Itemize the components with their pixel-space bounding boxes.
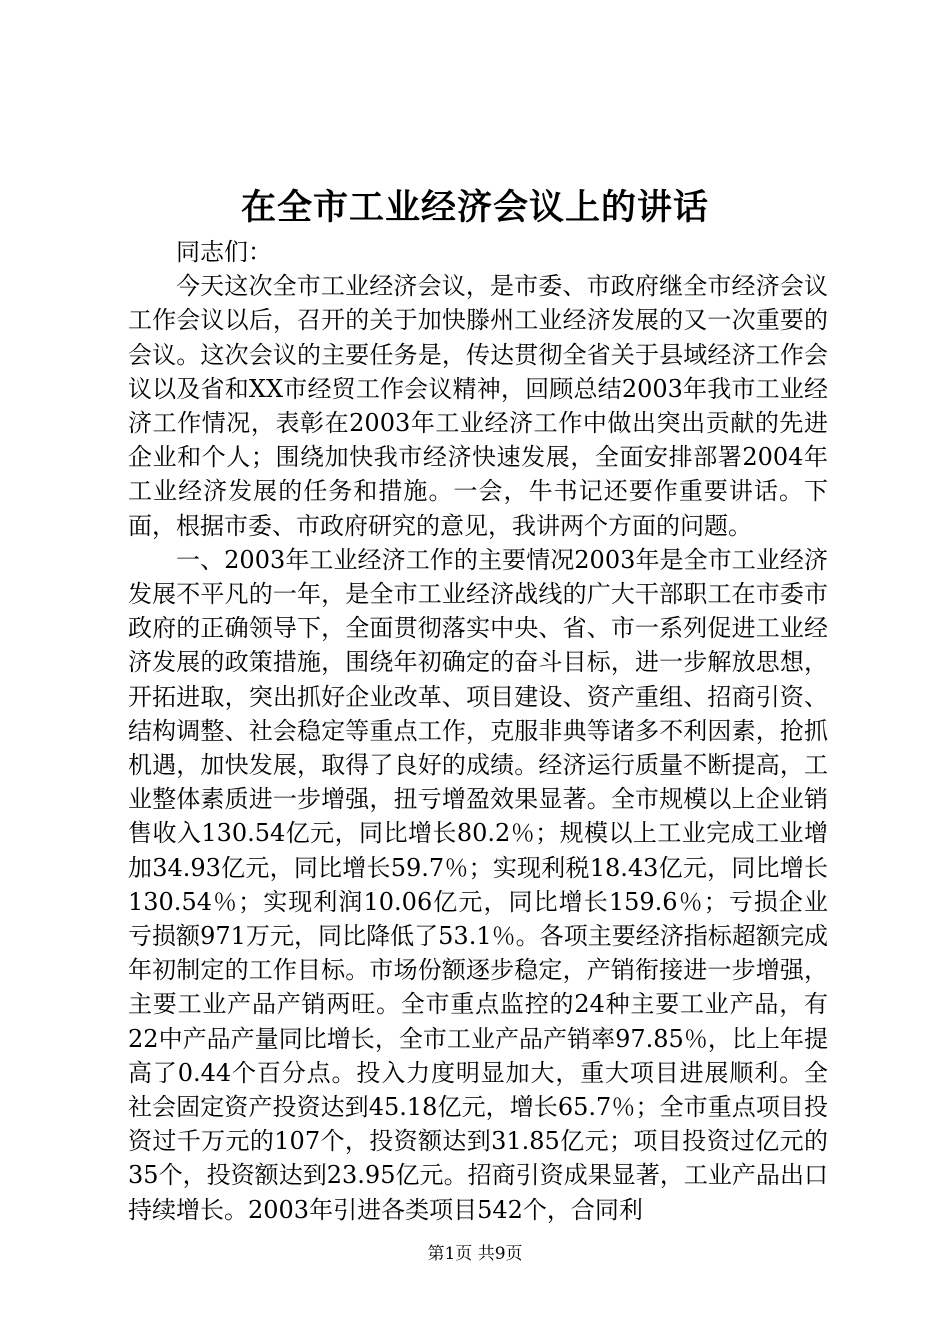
document-body bbox=[128, 235, 828, 1227]
page-number-footer: 第1页 共9页 bbox=[427, 1244, 523, 1264]
paragraph-intro: 今天这次全市工业经济会议，是市委、市政府继全市经济会议工作会议以后，召开的关于加快滕州工业经济发展的又一次重要的会议。这次会议的主要任务是，传达贯彻全省关于县域经济工作会议以及省和XX市经贸工作会议精神，回顾总结2003年我市工业经济工作情况，表彰在2003年工业经济工作中做出突出贡献的先进企业和个人；围绕加快我市经济快速发展，全面安排部署2004年工业经济发展的任务和措施。一会，牛书记还要作重要讲话。下面，根据市委、市政府研究的意见，我讲两个方面的问题。 bbox=[128, 272, 828, 540]
document-title: 在全市工业经济会议上的讲话 bbox=[240, 187, 709, 228]
paragraph-section-one: 一、2003年工业经济工作的主要情况2003年是全市工业经济发展不平凡的一年，是全市工业经济战线的广大干部职工在市委市政府的正确领导下，全面贯彻落实中央、省、市一系列促进工业经济发展的政策措施，围绕年初确定的奋斗目标，进一步解放思想，开拓进取，突出抓好企业改革、项目建设、资产重组、招商引资、结构调整、社会稳定等重点工作，克服非典等诸多不利因素，抢抓机遇，加快发展，取得了良好的成绩。经济运行质量不断提高，工业整体素质进一步增强，扭亏增盈效果显著。全市规模以上企业销售收入130.54亿元，同比增长80.2％；规模以上工业完成工业增加34.93亿元，同比增长59.7％；实现利税18.43亿元，同比增长130.54％；实现利润10.06亿元，同比增长159.6％；亏损企业亏损额971万元，同比降低了53.1％。各项主要经济指标超额完成年初制定的工作目标。市场份额逐步稳定，产销衔接进一步增强，主要工业产品产销两旺。全市重点监控的24种主要工业产品，有22中产品产量同比增长，全市工业产品产销率97.85％，比上年提高了0.44个百分点。投入力度明显加大，重大项目进展顺利。全社会固定资产投资达到45.18亿元，增长65.7％；全市重点项目投资过千万元的107个，投资额达到31.85亿元；项目投资过亿元的35个，投资额达到23.95亿元。招商引资成果显著，工业产品出口持续增长。2003年引进各类项目542个，合同利 bbox=[128, 545, 828, 1224]
salutation: 同志们： bbox=[176, 238, 272, 266]
